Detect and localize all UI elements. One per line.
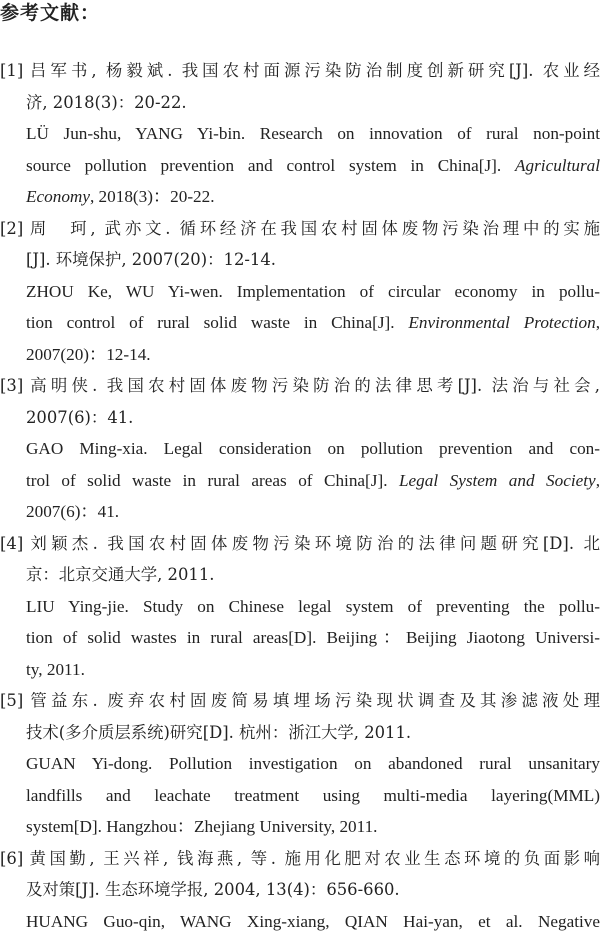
reference-1-en-text-2: source pollution prevention and control system in China[J]. (26, 156, 515, 175)
references-heading: 参考文献： (0, 0, 100, 26)
reference-2-cn-line-1 (0, 213, 600, 245)
reference-list (0, 55, 600, 937)
reference-3-en-line-2 (0, 465, 600, 497)
reference-5-cn-text-1: 管益东. 废弃农村固废简易填埋场污染现状调查及其渗滤液处理 (26, 691, 600, 710)
reference-4-number: [4] (0, 528, 26, 560)
reference-4-cn-line-1 (0, 528, 600, 560)
reference-3-en-line-1: GAO Ming-xia. Legal consideration on pollution prevention and con- (0, 433, 600, 465)
reference-5-cn-line-1 (0, 685, 600, 717)
reference-2-cn-line-2: [J]. 环境保护, 2007(20)：12-14. (0, 244, 600, 276)
reference-1-cn-line-1 (0, 55, 600, 87)
reference-6-cn-line-1 (0, 843, 600, 875)
reference-1-en-text-3: , 2018(3)：20-22. (90, 187, 215, 206)
reference-1-cn-text-1: 吕军书, 杨毅斌. 我国农村面源污染防治制度创新研究[J]. 农业经 (26, 61, 600, 80)
reference-1-en-line-3 (0, 181, 600, 213)
reference-5-en-line-3: system[D]. Hangzhou：Zhejiang University, 2011. (0, 811, 600, 843)
reference-2-en-line-1: ZHOU Ke, WU Yi-wen. Implementation of circular economy in pollu- (0, 276, 600, 308)
reference-5-en-line-2: landfills and leachate treatment using multi-media layering(MML) (0, 780, 600, 812)
reference-3-comma: , (596, 471, 600, 490)
reference-2-en-text-2: tion control of rural solid waste in China[J]. (26, 313, 408, 332)
reference-3-journal: Legal System and Society (399, 471, 596, 490)
reference-5-cn-line-2: 技术(多介质层系统)研究[D]. 杭州：浙江大学, 2011. (0, 717, 600, 749)
reference-3 (0, 370, 600, 528)
reference-6-cn-text-1: 黄国勤, 王兴祥, 钱海燕, 等. 施用化肥对农业生态环境的负面影响 (26, 849, 600, 868)
reference-2-number: [2] (0, 213, 26, 245)
reference-4-cn-line-2: 京：北京交通大学, 2011. (0, 559, 600, 591)
reference-5 (0, 685, 600, 843)
reference-5-en-line-1: GUAN Yi-dong. Pollution investigation on abandoned rural unsanitary (0, 748, 600, 780)
reference-1-en-line-1: LÜ Jun-shu, YANG Yi-bin. Research on innovation of rural non-point (0, 118, 600, 150)
reference-1-cn-line-2: 济, 2018(3)：20-22. (0, 87, 600, 119)
reference-4-en-line-3: ty, 2011. (0, 654, 600, 686)
reference-4-cn-text-1: 刘颖杰. 我国农村固体废物污染环境防治的法律问题研究[D]. 北 (26, 534, 600, 553)
reference-1-number: [1] (0, 55, 26, 87)
reference-1-journal-part-2: Economy (26, 187, 90, 206)
reference-4-en-line-1: LIU Ying-jie. Study on Chinese legal system of preventing the pollu- (0, 591, 600, 623)
reference-2-journal: Environmental Protection (408, 313, 595, 332)
reference-6-cn-line-2: 及对策[J]. 生态环境学报, 2004, 13(4)：656-660. (0, 874, 600, 906)
reference-2 (0, 213, 600, 371)
reference-1 (0, 55, 600, 213)
reference-3-cn-text-1: 高明侠. 我国农村固体废物污染防治的法律思考[J]. 法治与社会, (26, 376, 600, 395)
reference-1-en-line-2 (0, 150, 600, 182)
reference-3-en-line-3: 2007(6)：41. (0, 496, 600, 528)
reference-2-comma: , (596, 313, 600, 332)
reference-2-en-line-2 (0, 307, 600, 339)
reference-2-cn-text-1: 周 珂, 武亦文. 循环经济在我国农村固体废物污染治理中的实施 (26, 219, 600, 238)
reference-3-en-text-2: trol of solid waste in rural areas of China[J]. (26, 471, 399, 490)
reference-3-cn-line-1 (0, 370, 600, 402)
reference-5-number: [5] (0, 685, 26, 717)
reference-6-number: [6] (0, 843, 26, 875)
reference-1-journal-part-1: Agricultural (515, 156, 600, 175)
reference-4-en-line-2: tion of solid wastes in rural areas[D]. Beijing：Beijing Jiaotong Universi- (0, 622, 600, 654)
reference-4 (0, 528, 600, 686)
reference-2-en-line-3: 2007(20)：12-14. (0, 339, 600, 371)
reference-6-en-line-1: HUANG Guo-qin, WANG Xing-xiang, QIAN Hai-yan, et al. Negative (0, 906, 600, 937)
reference-3-number: [3] (0, 370, 26, 402)
reference-3-cn-line-2: 2007(6)：41. (0, 402, 600, 434)
